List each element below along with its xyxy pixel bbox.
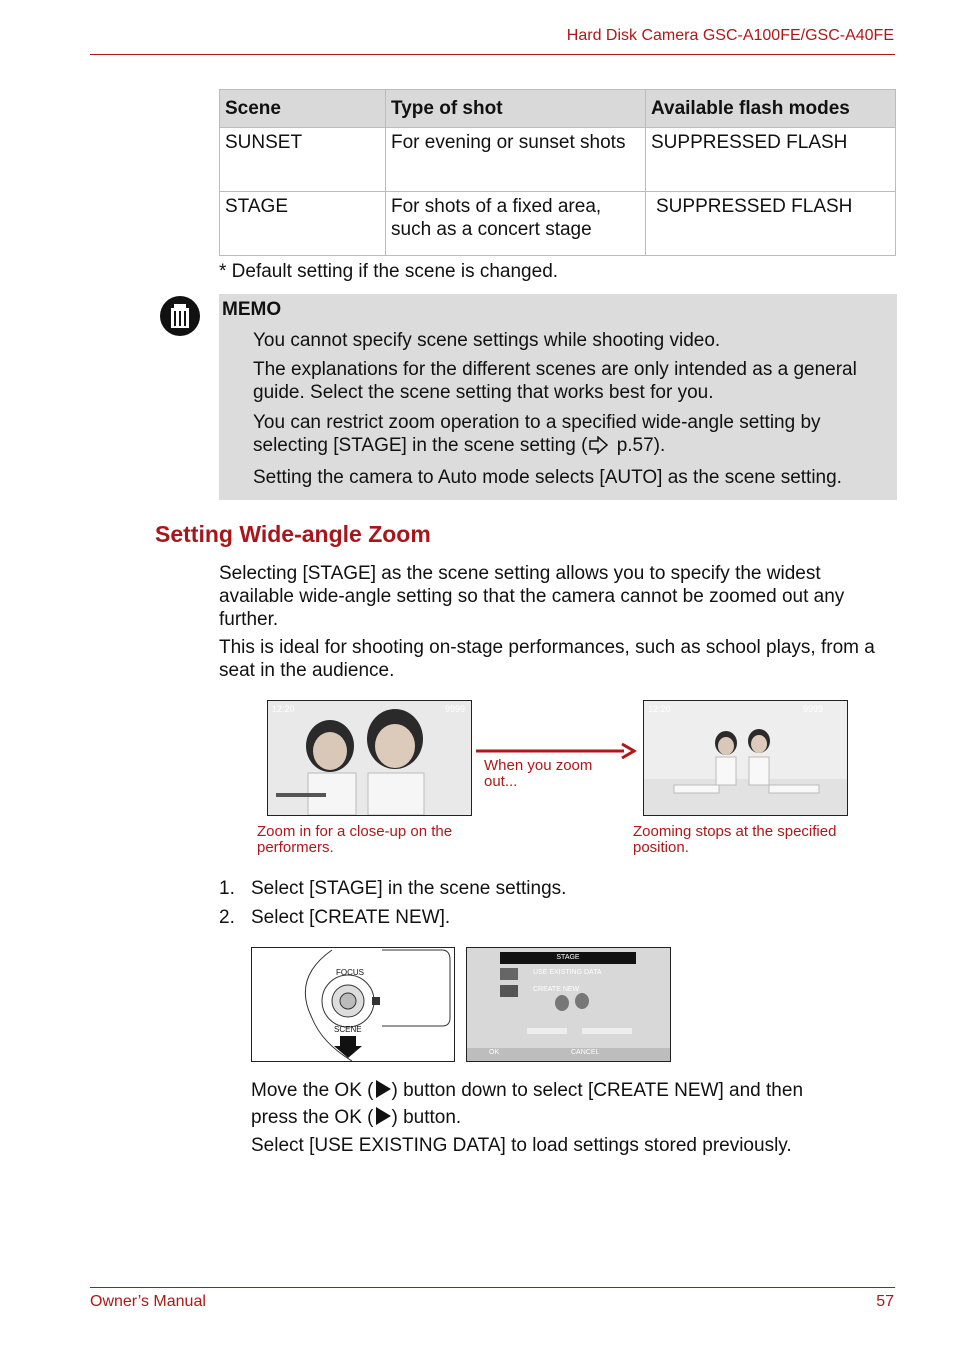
scene-label: SCENE: [334, 1025, 362, 1034]
page-reference[interactable]: p.57).: [611, 435, 666, 456]
memo-icon: [159, 295, 201, 342]
memo-item: You can restrict zoom operation to a specified wide-angle setting by selecting [STAGE] in the scene setting (: [253, 412, 821, 456]
column-header-flash: Available flash modes: [646, 90, 896, 128]
ok-button-icon: [374, 1079, 392, 1105]
table-cell: SUPPRESSED FLASH: [646, 128, 896, 192]
table-cell: STAGE: [220, 192, 386, 256]
menu-title: STAGE: [500, 952, 636, 964]
footer-divider: [90, 1287, 895, 1288]
focus-label: FOCUS: [336, 968, 364, 977]
table-header-row: [220, 90, 896, 128]
page-number: 57: [876, 1293, 894, 1310]
memo-title: MEMO: [222, 299, 282, 320]
table-cell: SUPPRESSED FLASH: [646, 192, 896, 256]
step-item: 2. Select [CREATE NEW].: [219, 907, 451, 928]
osd-shot-count: 9999: [802, 704, 823, 714]
arrow-label: When you zoom out...: [484, 757, 593, 790]
instruction-line: Select [USE EXISTING DATA] to load settings stored previously.: [251, 1135, 792, 1156]
body-paragraph: This is ideal for shooting on-stage performances, such as school plays, from a seat in the audience.: [219, 637, 875, 681]
table-cell: For shots of a fixed area, such as a concert stage: [386, 192, 646, 256]
osd-shot-count: 9999: [444, 704, 465, 714]
menu-item-icon: [500, 968, 518, 980]
camera-control-diagram: [251, 947, 455, 1062]
memo-item: The explanations for the different scenes are only intended as a general guide. Select the scene setting that works best for you.: [253, 359, 857, 403]
menu-item-icon: [500, 985, 518, 997]
scene-table: [219, 89, 896, 256]
column-header-type: Type of shot: [386, 90, 646, 128]
instruction-line: Move the OK ( ) button down to select [CREATE NEW] and then: [251, 1079, 803, 1105]
ok-hint: OK: [489, 1049, 500, 1056]
menu-item-use-existing[interactable]: USE EXISTING DATA: [533, 969, 602, 976]
osd-time: 12:20: [272, 704, 295, 714]
memo-item: You cannot specify scene settings while shooting video.: [253, 330, 721, 351]
page-ref-icon: [589, 436, 609, 460]
section-title: Setting Wide-angle Zoom: [155, 521, 431, 547]
memo-item: Setting the camera to Auto mode selects [AUTO] as the scene setting.: [253, 467, 842, 488]
left-photo-caption: Zoom in for a close-up on the performers.: [257, 823, 453, 856]
table-cell: For evening or sunset shots: [386, 128, 646, 192]
cancel-hint: CANCEL: [571, 1049, 600, 1056]
column-header-scene: Scene: [220, 90, 386, 128]
footnote: * Default setting if the scene is changed.: [219, 261, 559, 282]
body-paragraph: Selecting [STAGE] as the scene setting allows you to specify the widest available wide-angle setting so that the camera cannot be zoomed out any further.: [219, 563, 845, 630]
osd-time: 12:20: [648, 704, 671, 714]
table-row: [220, 128, 896, 192]
stage-menu-screen: [466, 947, 671, 1062]
table-row: [220, 192, 896, 256]
zoomed-in-photo: [267, 700, 472, 816]
step-item: 1. Select [STAGE] in the scene settings.: [219, 878, 567, 899]
table-cell: SUNSET: [220, 128, 386, 192]
memo-item-with-ref: [253, 411, 893, 460]
menu-item-create-new[interactable]: CREATE NEW: [533, 986, 580, 993]
instruction-line: press the OK ( ) button.: [251, 1106, 461, 1132]
right-photo-caption: Zooming stops at the specified position.: [633, 823, 837, 856]
header-divider: [90, 54, 895, 55]
zoomed-out-photo: [643, 700, 848, 816]
ok-button-icon: [374, 1106, 392, 1132]
footer-manual-title: Owner’s Manual: [90, 1293, 206, 1310]
running-header: Hard Disk Camera GSC-A100FE/GSC-A40FE: [566, 27, 894, 44]
